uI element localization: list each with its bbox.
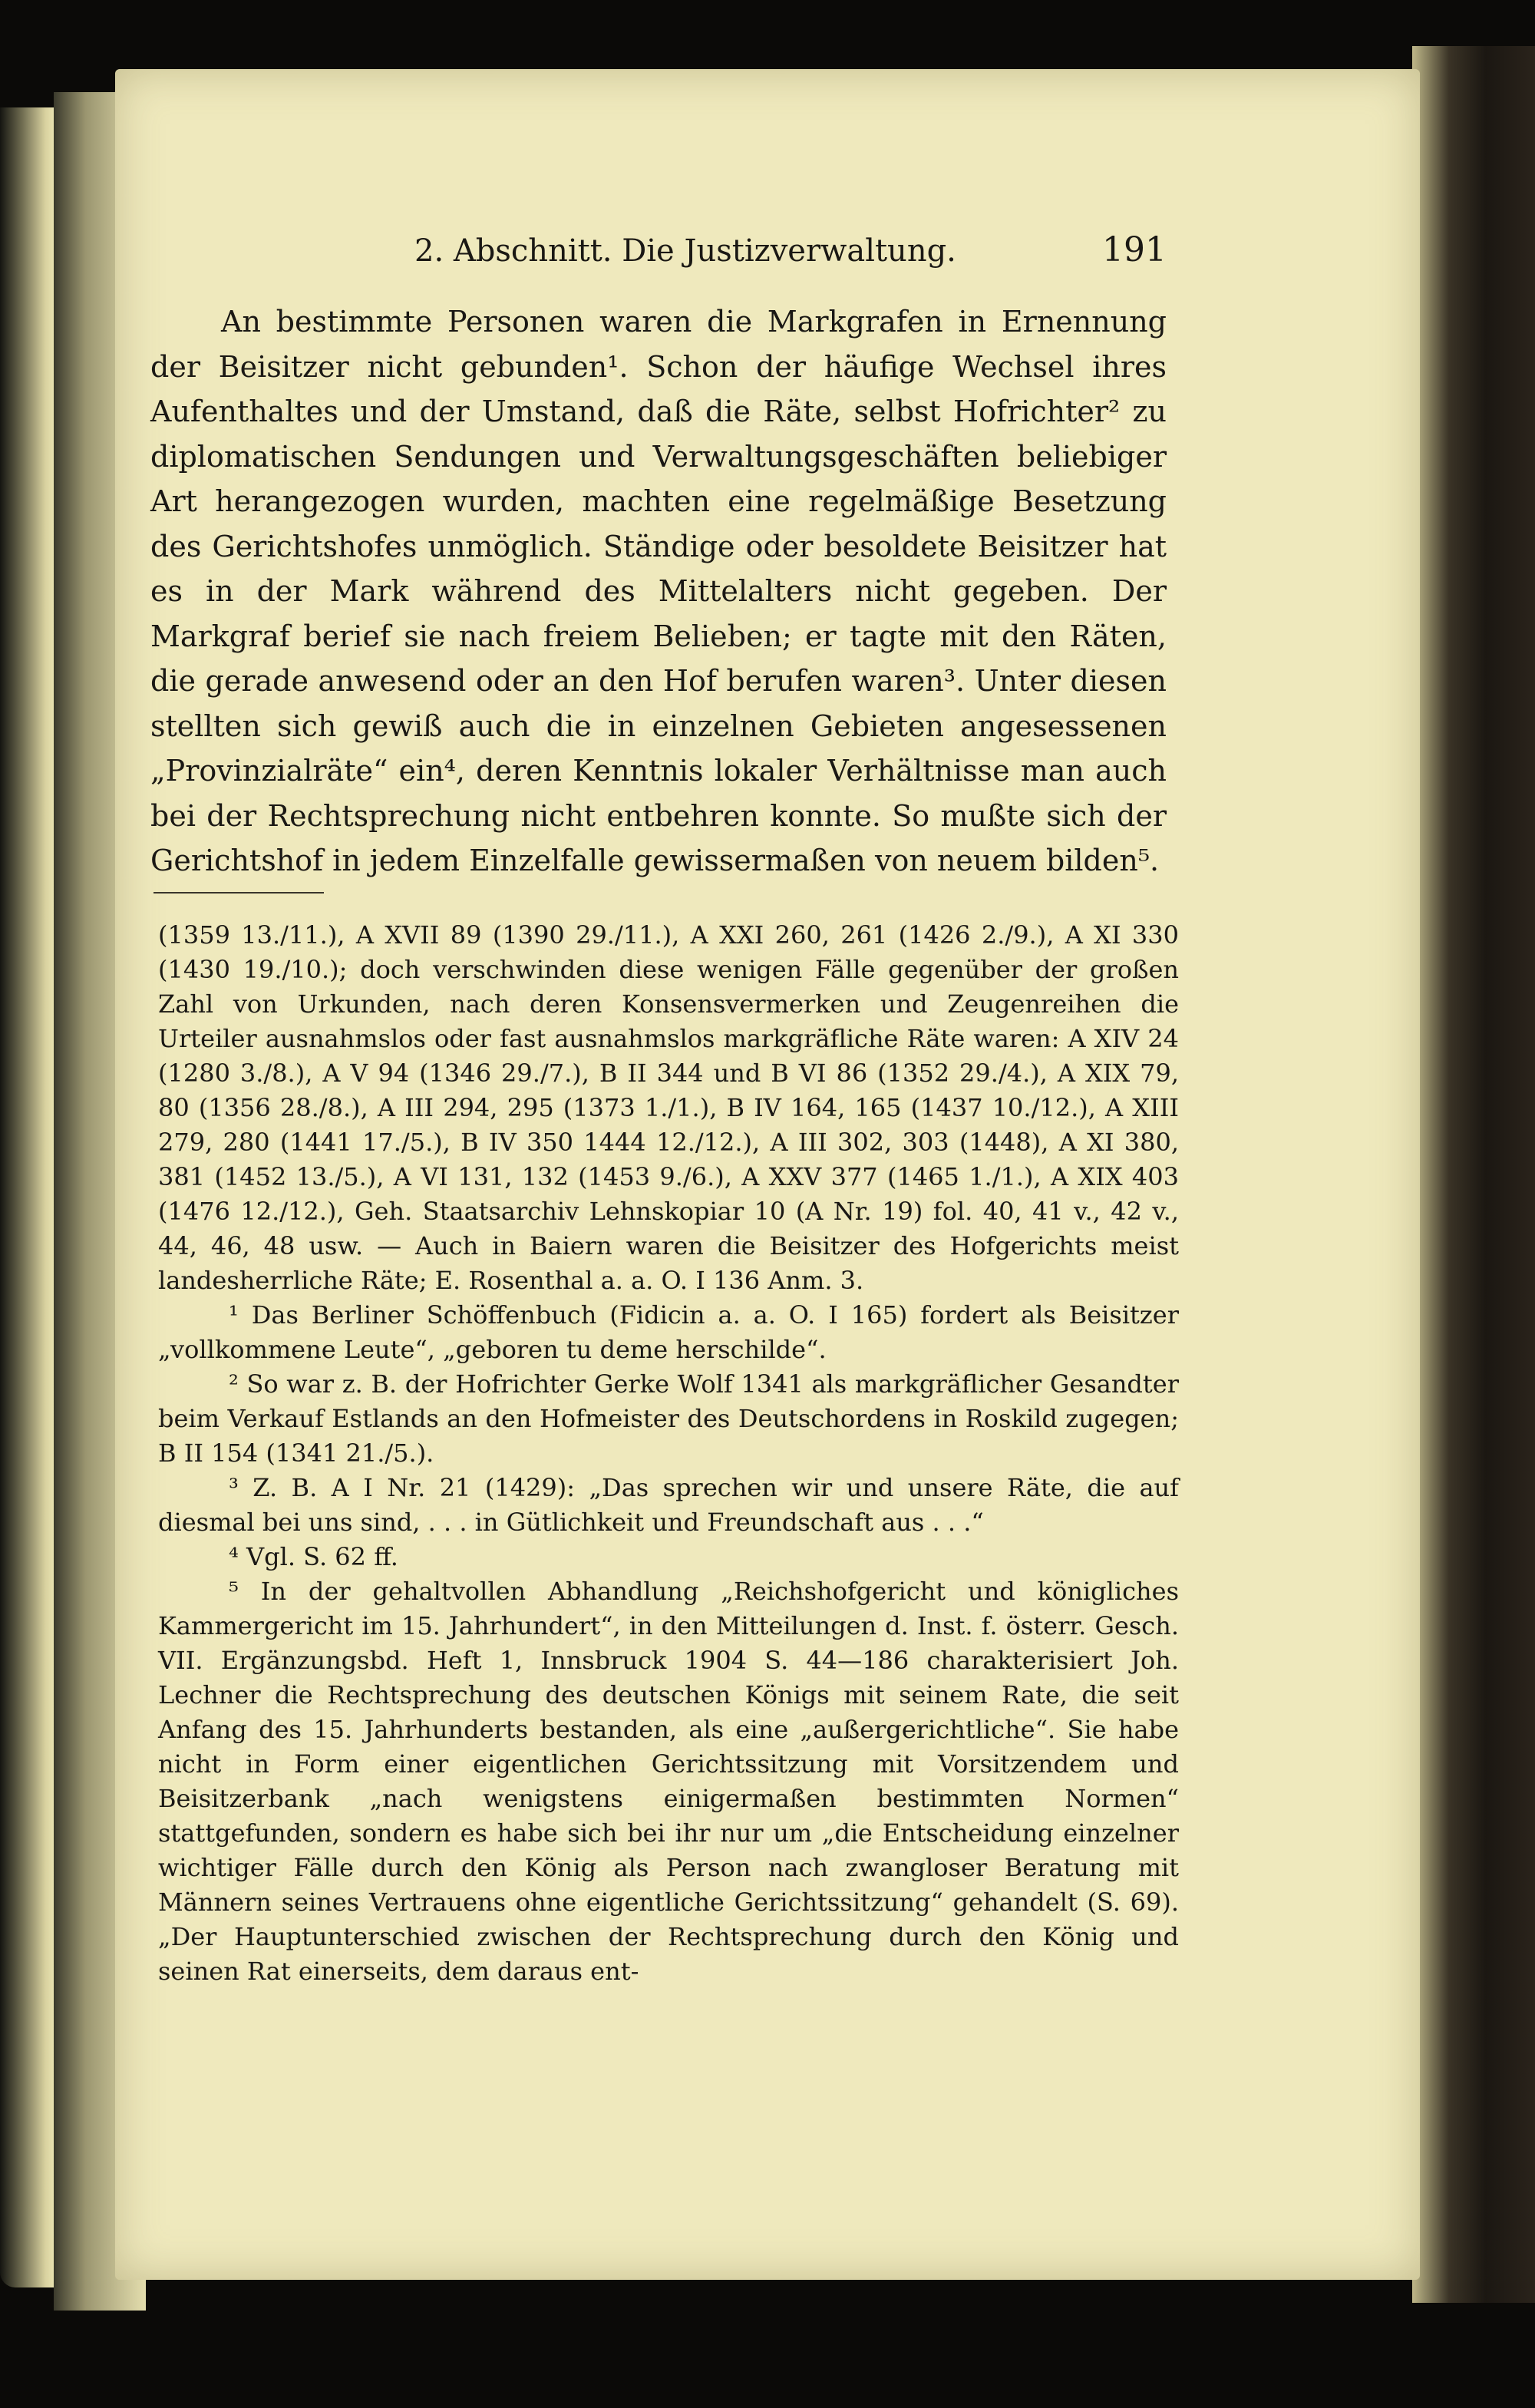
footnote-1: ¹ Das Berliner Schöffenbuch (Fidicin a. a. O. I 165) fordert als Beisitzer „vollkommene Leute“, „geboren tu deme herschilde“.	[158, 1300, 1179, 1364]
main-text	[150, 299, 1167, 884]
footnote-5: ⁵ In der gehaltvollen Abhandlung „Reichshofgericht und königliches Kammergericht im 15. Jahrhundert“, in den Mitteilungen d. Inst. f. österr. Gesch. VII. Ergänzungsbd. Heft 1, Innsbruck 1904 S. 44—186 charakterisiert Joh. Lechner die Rechtsprechung des deutschen Königs mit seinem Rate, die seit Anfang des 15. Jahrhunderts bestanden, als eine „außergerichtliche“. Sie habe nicht in Form einer eigentlichen Gerichtssitzung mit Vorsitzendem und Beisitzerbank „nach wenigstens einigermaßen bestimmten Normen“ stattgefunden, sondern es habe sich bei ihr nur um „die Entscheidung einzelner wichtiger Fälle durch den König als Person nach zwangloser Beratung mit Männern seines Vertrauens ohne eigentliche Gerichtssitzung“ gehandelt (S. 69). „Der Hauptunterschied zwischen der Rechtsprechung durch den König und seinen Rat einerseits, dem daraus ent-	[158, 1577, 1179, 1986]
footnote-3: ³ Z. B. A I Nr. 21 (1429): „Das sprechen wir und unsere Räte, die auf diesmal bei uns sind, . . . in Gütlichkeit und Freundschaft aus . . .“	[158, 1473, 1179, 1537]
footnote-divider	[154, 892, 324, 894]
footnote-4: ⁴ Vgl. S. 62 ff.	[229, 1542, 398, 1571]
body-paragraph: An bestimmte Personen waren die Markgrafen in Ernennung der Beisitzer nicht gebunden¹. Schon der häufige Wechsel ihres Aufenthaltes und der Umstand, daß die Räte, selbst Hofrichter² zu diplomatischen Sendungen und Verwaltungsgeschäften beliebiger Art herangezogen wurden, machten eine regelmäßige Besetzung des Gerichtshofes unmöglich. Ständige oder besoldete Beisitzer hat es in der Mark während des Mittelalters nicht gegeben. Der Markgraf berief sie nach freiem Belieben; er tagte mit den Räten, die gerade anwesend oder an den Hof berufen waren³. Unter diesen stellten sich gewiß auch die in einzelnen Gebieten angesessenen „Provinzialräte“ ein⁴, deren Kenntnis lokaler Verhältnisse man auch bei der Rechtsprechung nicht entbehren konnte. So mußte sich der Gerichtshof in jedem Einzelfalle gewissermaßen von neuem bilden⁵.	[150, 305, 1167, 877]
footnote-continuation: (1359 13./11.), A XVII 89 (1390 29./11.), A XXI 260, 261 (1426 2./9.), A XI 330 (1430 19./10.); doch verschwinden diese wenigen Fälle gegenüber der großen Zahl von Urkunden, nach deren Konsensvermerken und Zeugenreihen die Urteiler ausnahmslos oder fast ausnahmslos markgräfliche Räte waren: A XIV 24 (1280 3./8.), A V 94 (1346 29./7.), B II 344 und B VI 86 (1352 29./4.), A XIX 79, 80 (1356 28./8.), A III 294, 295 (1373 1./1.), B IV 164, 165 (1437 10./12.), A XIII 279, 280 (1441 17./5.), B IV 350 1444 12./12.), A III 302, 303 (1448), A XI 380, 381 (1452 13./5.), A VI 131, 132 (1453 9./6.), A XXV 377 (1465 1./1.), A XIX 403 (1476 12./12.), Geh. Staatsarchiv Lehnskopiar 10 (A Nr. 19) fol. 40, 41 v., 42 v., 44, 46, 48 usw. — Auch in Baiern waren die Beisitzer des Hofgerichts meist landesherrliche Räte; E. Rosenthal a. a. O. I 136 Anm. 3.	[158, 920, 1179, 1295]
footnote-2: ² So war z. B. der Hofrichter Gerke Wolf 1341 als markgräflicher Gesandter beim Verkauf Estlands an den Hofmeister des Deutschordens in Roskild zugegen; B II 154 (1341 21./5.).	[158, 1369, 1179, 1468]
running-title: 2. Abschnitt. Die Justizverwaltung.	[414, 233, 956, 269]
book-cover-edge	[1412, 46, 1535, 2303]
running-header	[414, 230, 1167, 269]
footnotes	[158, 918, 1179, 1989]
facing-page-edge	[0, 107, 54, 2287]
page-number: 191	[1102, 230, 1167, 269]
